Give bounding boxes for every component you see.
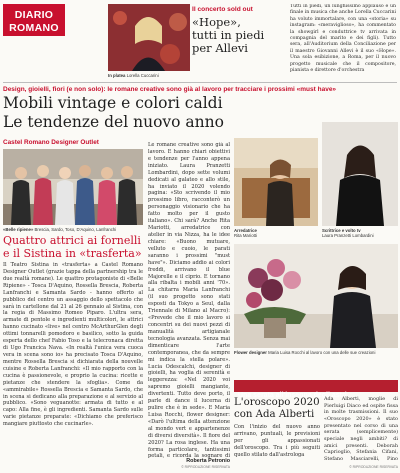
astro-headline-line2: con Ada Alberti: [234, 409, 315, 421]
sub-headline: [3, 235, 148, 261]
main-copyright: © RIPRODUZIONE RISERVATA: [181, 465, 230, 469]
belle-ripiene-caption: [3, 227, 153, 232]
outlet-article-text: Il Teatro Sistina in «trasferta» a Castel Romano Designer Outlet (grazie tappa della partnership tra le due realtà romane). Le quattro protagoniste di «Belle Ripiene» - Tosca D'Aquino, Rossella Brescia, Roberta Lanfranchi e Samanta Sardo - hanno offerto al pubblico del centro un assaggio dello spettacolo che sarà in cartellone dal 21 al 26 gennaio al Sistina, con la regia di Massimo Romeo Piparo. L'ultra sera, armate di pentole e ingredienti multicolori, le attrici hanno cucinato «live» nel centro McArthurGlen degli ottimi tonnarelli pomodoro e basilico, sotto la guida esperta dello chef Fabio Toso e la telecronaca diretta di Ugo Francica Nava. «In realtà l'unica vera cuoca vera in scena sono io» ha precisato Tosca D'Aquino, mentre Rossella Brescia si dichiarata della nouvelle cuisine e Roberta Lanfranchi: «Il mio rapporto con la cucina è passionevole, e proprio la cucina: ricette e pietanze che stendere la sfoglia». Come da «ammirabile» Rossella Brescia e Samanta Sardo, che in scena si dedicano alla preparazione e al servizio al pubblico. «Sono veguanotte: armata di tutto e al capo: Alla fine, è gli ingredienti. Samanta Sardo sulle varie pietanze preparate: «Dichiamo che preferisco mangiare piuttosto che cucinarle».: [3, 262, 143, 428]
scrittrice-caption-text: Laura Pranzetti Lombardini: [322, 233, 374, 239]
arredatrice-caption: [234, 228, 318, 239]
section-tag: [3, 4, 65, 36]
concert-photo-art: [108, 4, 190, 71]
scrittrice-photo-art: [322, 122, 398, 226]
main-headline-line1: Mobili vintage e colori caldi: [3, 94, 223, 112]
outlet-title: Castel Romano Designer Outlet: [3, 139, 99, 146]
trends-article-text: Le romane creative sono già al lavoro. E hanno chiari obiettivi e tendenze per l'anno appena iniziato. Laura Pranzetti Lombardini, dopo sette volumi dedicati al galateo e allo stile, ha inviato il 2020 volendo pagina: «Sto scrivendo il mio prossimo libro, racconterò un personaggio visionario che ha fatto molto per il gusto italiano». Chi sarà? Anche Rita Mariotti, arredatrice con atelier in via Nizza, ha le idee chiare: «Buono mutuare, velluto e cuoio, le parati saranno i prossimi "must have"». Diciamo addio ai colori freddi, arrivano il blue Majorelle e il ciprio. E tornano alla ribalta i mobili anni '70». La chitarra Maria Lanfranchi (il suo progetto sono stati esposti da Tokyo a Seul, dalla Triennale di Milano al Macro): «Prevede che il mio lavoro si concentri su dei nuovi pezzi di manualità artigianale tecnologia avanzata. Senza mai dimenticare l'arte contemporanea, che da sempre mi indica la stella polare». Lucia Odescalchi, designer di gioielli, ha voglia di serenità e leggerezza: «Nel 2020 voi sapremo gioielli mangiante, divertenti. Tutto deve porto, il parle di dance il lucerna di pulire che è in sede». E Maria Luisa Rocchi, flower designer: «Darò l'ultima della attenzione al mondo vert e appartenenze di diversi diversità». Il fiore del 2020? La rosa inglese. Ha una forma particolare, tantissimi petali, e ricorda la sognare di: [148, 142, 230, 458]
scrittrice-caption-bold: Scrittrice e volto tv: [322, 228, 361, 233]
flower-caption-text: Maria Luisa Rocchi al lavoro con una delle sue creazioni: [268, 350, 376, 355]
astro-text-right: Ada Alberti, moglie di Pierluigi Diaco ed ospite fissa in molte trasmissioni. Il suo «Oroscopo 2020» è stato presentato nel corso di una serata (semplicemente) speciale negli ambiti? di amici presenti. Deborah Caprioglio, Stefania Cifani, Stefano Masciarelli, Pino: [324, 396, 398, 462]
flower-designer-photo-art: [234, 244, 398, 348]
concert-headline-line2: tutti in piedi: [192, 27, 265, 42]
belle-ripiene-caption-text: Brescia, Sardo, Toso, D'Aquino, Lanfranchi: [34, 227, 117, 232]
concert-headline: [192, 16, 292, 55]
concert-photo-caption: [108, 73, 198, 78]
astro-bar: [234, 380, 398, 399]
astro-headline-line1: L'oroscopo 2020: [234, 397, 320, 408]
belle-ripiene-caption-bold: «Belle ripiene»: [3, 227, 34, 232]
main-headline-line2: Le tendenze del nuovo anno: [3, 113, 224, 131]
arredatrice-caption-bold: Arredatrice: [234, 228, 257, 233]
concert-caption-bold: In platea: [108, 73, 126, 78]
astro-copyright: © RIPRODUZIONE RISERVATA: [349, 465, 398, 469]
concert-photo: [108, 4, 190, 71]
section-tag-line2: ROMANO: [9, 21, 59, 34]
top-divider: [3, 82, 397, 83]
main-kicker: Design, gioielli, fiori (e non solo): le romane creative sono già al lavoro per tracciare i prossimi «must have»: [3, 86, 337, 93]
concert-caption-text: Lorella Cuccarini: [126, 73, 159, 78]
byline: Roberta Petronio: [186, 458, 230, 464]
astro-text-left: Con l'inizio del nuovo anno arrivano, puntuali, le previsioni per gli appassionati dell'oroscopo. Tra i più seguiti quello stilato dall'astrologa: [234, 424, 320, 458]
concert-headline-line1: «Hope»,: [192, 15, 241, 29]
astro-headline: [234, 397, 320, 421]
sub-headline-line2: e il Sistina in «trasferta»: [3, 246, 142, 260]
arredatrice-photo-art: [234, 138, 318, 226]
arredatrice-caption-text: Rita Mariotti: [234, 233, 257, 239]
belle-ripiene-photo-art: [3, 149, 143, 225]
concert-headline-line3: per Allevi: [192, 40, 248, 55]
section-tag-line1: DIARIO: [14, 9, 54, 21]
flower-caption-bold: Flower designer: [234, 350, 267, 355]
concert-article-text: Tutti in piedi, un lunghissimo applauso e un finale in musica che anche Lorella Cuccarini ha voluto immortalare, con una «storia» su instagram: «meraviglioso», ha commentato la showgirl e conduttrice tv arrivata in compagnia del marito e dei figli). Tutto sera, all'Auditorium della Conciliazione per il maestro Giovanni Allevi è il suo «Hope». Una sola esibizione, a Roma, per il nuovo progetto musicale che il compositore, pianista e direttore d'orchestra: [290, 4, 396, 73]
astro-bar-title: Una serata all'insegna degli astri: [238, 392, 347, 399]
belle-ripiene-photo: [3, 149, 143, 225]
scrittrice-caption: [322, 228, 398, 239]
flower-designer-caption: [234, 350, 398, 355]
sub-headline-line1: Quattro attrici ai fornelli: [3, 234, 141, 247]
concert-kicker: Il concerto sold out: [192, 6, 253, 13]
flower-designer-photo: [234, 244, 398, 348]
scrittrice-photo: [322, 122, 398, 226]
arredatrice-photo: [234, 138, 318, 226]
